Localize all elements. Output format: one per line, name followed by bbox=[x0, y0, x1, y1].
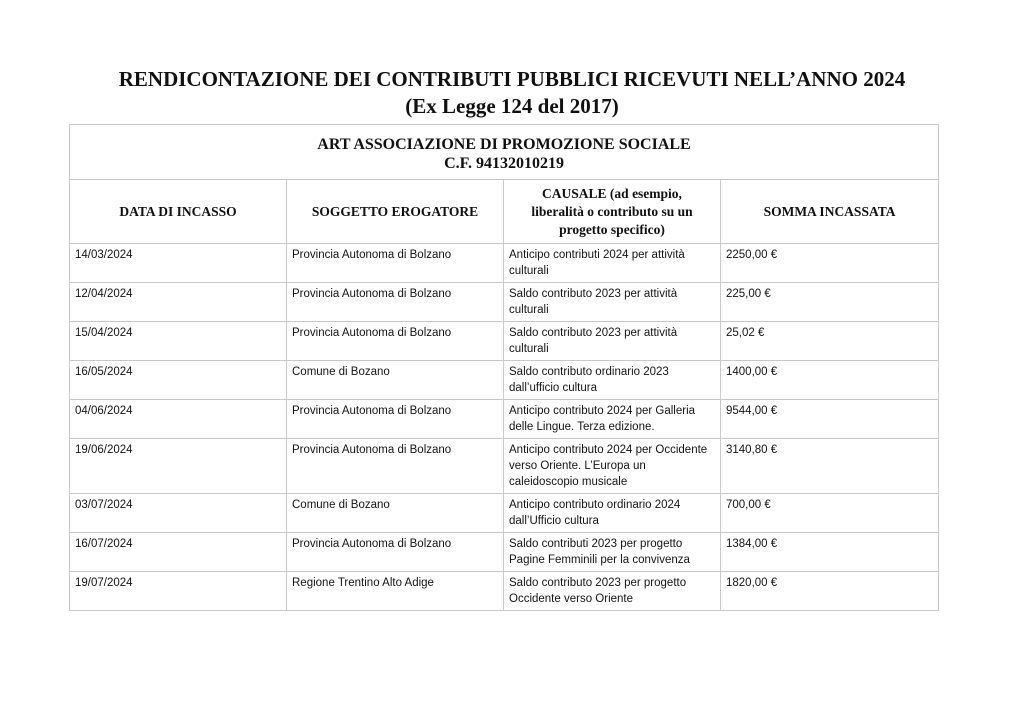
document-title bbox=[0, 66, 1024, 120]
payer-cell: Comune di Bozano bbox=[287, 361, 504, 400]
table-body bbox=[70, 244, 939, 611]
column-header-reason: CAUSALE (ad esempio, liberalità o contributo su un progetto specifico) bbox=[504, 180, 721, 244]
amount-cell: 25,02 € bbox=[721, 322, 939, 361]
date-cell: 14/03/2024 bbox=[70, 244, 287, 283]
reason-cell: Saldo contributo ordinario 2023 dall’ufficio cultura bbox=[504, 361, 721, 400]
amount-cell: 3140,80 € bbox=[721, 439, 939, 494]
payer-cell: Provincia Autonoma di Bolzano bbox=[287, 244, 504, 283]
table-row bbox=[70, 400, 939, 439]
table-row bbox=[70, 244, 939, 283]
title-line-2: (Ex Legge 124 del 2017) bbox=[405, 94, 619, 118]
amount-cell: 1820,00 € bbox=[721, 572, 939, 611]
reason-cell: Anticipo contributo 2024 per Occidente verso Oriente. L’Europa un caleidoscopio musicale bbox=[504, 439, 721, 494]
organization-row bbox=[70, 125, 939, 180]
date-cell: 03/07/2024 bbox=[70, 494, 287, 533]
date-cell: 12/04/2024 bbox=[70, 283, 287, 322]
payer-cell: Provincia Autonoma di Bolzano bbox=[287, 283, 504, 322]
payer-cell: Provincia Autonoma di Bolzano bbox=[287, 439, 504, 494]
payer-cell: Provincia Autonoma di Bolzano bbox=[287, 400, 504, 439]
reason-cell: Saldo contributo 2023 per progetto Occidente verso Oriente bbox=[504, 572, 721, 611]
reason-cell: Anticipo contributo ordinario 2024 dall’Ufficio cultura bbox=[504, 494, 721, 533]
amount-cell: 2250,00 € bbox=[721, 244, 939, 283]
reason-cell: Saldo contributo 2023 per attività culturali bbox=[504, 322, 721, 361]
column-header-row bbox=[70, 180, 939, 244]
date-cell: 19/07/2024 bbox=[70, 572, 287, 611]
table-row bbox=[70, 322, 939, 361]
table-row bbox=[70, 494, 939, 533]
table-row bbox=[70, 439, 939, 494]
payer-cell: Provincia Autonoma di Bolzano bbox=[287, 533, 504, 572]
table-row bbox=[70, 361, 939, 400]
date-cell: 04/06/2024 bbox=[70, 400, 287, 439]
organization-name: ART ASSOCIAZIONE DI PROMOZIONE SOCIALE bbox=[317, 135, 691, 153]
amount-cell: 9544,00 € bbox=[721, 400, 939, 439]
contributions-table bbox=[69, 124, 939, 611]
date-cell: 16/05/2024 bbox=[70, 361, 287, 400]
column-header-date: DATA DI INCASSO bbox=[70, 180, 287, 244]
organization-header bbox=[70, 125, 939, 180]
reason-cell: Saldo contributo 2023 per attività culturali bbox=[504, 283, 721, 322]
reason-cell: Anticipo contributo 2024 per Galleria delle Lingue. Terza edizione. bbox=[504, 400, 721, 439]
date-cell: 15/04/2024 bbox=[70, 322, 287, 361]
amount-cell: 1384,00 € bbox=[721, 533, 939, 572]
date-cell: 16/07/2024 bbox=[70, 533, 287, 572]
amount-cell: 700,00 € bbox=[721, 494, 939, 533]
payer-cell: Provincia Autonoma di Bolzano bbox=[287, 322, 504, 361]
reason-cell: Saldo contributi 2023 per progetto Pagine Femminili per la convivenza bbox=[504, 533, 721, 572]
title-line-1: RENDICONTAZIONE DEI CONTRIBUTI PUBBLICI RICEVUTI NELL’ANNO 2024 bbox=[118, 67, 906, 91]
payer-cell: Regione Trentino Alto Adige bbox=[287, 572, 504, 611]
reason-cell: Anticipo contributi 2024 per attività culturali bbox=[504, 244, 721, 283]
date-cell: 19/06/2024 bbox=[70, 439, 287, 494]
payer-cell: Comune di Bozano bbox=[287, 494, 504, 533]
column-header-amount: SOMMA INCASSATA bbox=[721, 180, 939, 244]
amount-cell: 225,00 € bbox=[721, 283, 939, 322]
amount-cell: 1400,00 € bbox=[721, 361, 939, 400]
organization-tax-code: C.F. 94132010219 bbox=[444, 154, 564, 172]
table-row bbox=[70, 283, 939, 322]
table-row bbox=[70, 533, 939, 572]
column-header-payer: SOGGETTO EROGATORE bbox=[287, 180, 504, 244]
table-row bbox=[70, 572, 939, 611]
